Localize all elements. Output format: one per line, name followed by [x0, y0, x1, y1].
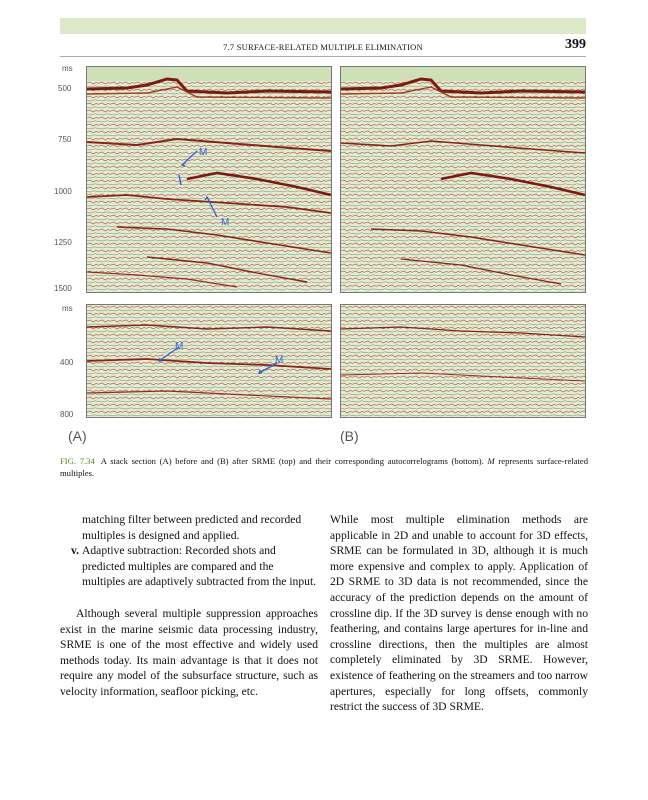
list-item-text: Adaptive subtraction: Recorded shots and predicted multiples are compared and the multiples are adaptively subtracted from the input.: [82, 544, 317, 589]
list-continuation: matching filter between predicted and recorded multiples is designed and applied.: [82, 513, 302, 542]
page-number: 399: [565, 37, 586, 52]
autocorrelogram-a: [87, 305, 331, 417]
caption-text: A stack section (A) before and (B) after SRME (top) and their corresponding autocorrelograms (bottom).: [100, 456, 484, 466]
list-item-v: [60, 543, 318, 590]
top-axis-tick-label: 1500: [54, 284, 72, 293]
bottom-axis-tick-label: 400: [60, 358, 74, 367]
figure-caption: [60, 456, 588, 479]
top-axis-tick-label: 1000: [54, 187, 72, 196]
top-axis-unit: ms: [62, 64, 73, 73]
multiple-marker-label: M: [199, 147, 208, 158]
multiple-marker-label: M: [275, 355, 284, 366]
panel-a-stack-section: [86, 66, 332, 293]
top-axis-tick-label: 1250: [54, 238, 72, 247]
bottom-axis-unit: ms: [62, 304, 73, 313]
multiple-marker-label: M: [175, 341, 184, 352]
top-axis-tick-label: 500: [58, 84, 72, 93]
left-column: [60, 512, 318, 711]
body-paragraph: Although several multiple suppression approaches exist in the marine seismic data processing industry, SRME is one of the most effective and widely used methods today. Its main advantage is that it does not require any model of the subsurface structure, such as velocity information, seafloor picking, etc.: [60, 606, 318, 698]
top-axis-tick-label: 750: [58, 135, 72, 144]
seismic-section-b-top: [341, 67, 585, 292]
multiple-marker-label: M: [221, 217, 230, 228]
figure-7-34: [54, 60, 588, 452]
seismic-section-a-top: [87, 67, 331, 292]
header-color-band: [60, 18, 586, 34]
panel-b-stack-section: [340, 66, 586, 293]
body-paragraph: While most multiple elimination methods are applicable in 2D and unable to account for 3D effects, SRME can be formulated in 3D, although it is much more expensive and complex to apply. Application of 2D SRME to 3D data is not recommended, since the accuracy of the prediction depends on the amount of crossline dip. If the 3D survey is dense enough with no feathering, and contains large apertures for in-line and crossline directions, then the multiples are almost completely eliminated by 3D SRME. However, existence of feathering on the streamers and too narrow apertures, especially for long offsets, commonly restrict the success of 3D SRME.: [330, 513, 588, 714]
panel-b-autocorrelogram: [340, 304, 586, 418]
running-header: [60, 37, 586, 56]
autocorrelogram-b: [341, 305, 585, 417]
running-title: 7.7 SURFACE-RELATED MULTIPLE ELIMINATION: [223, 42, 423, 52]
header-rule: [60, 56, 586, 57]
panel-label-a: (A): [68, 428, 87, 444]
list-marker: v.: [71, 544, 80, 558]
caption-label: FIG. 7.34: [60, 456, 95, 466]
panel-label-b: (B): [340, 428, 359, 444]
bottom-axis-tick-label: 800: [60, 410, 74, 419]
caption-note-symbol: M: [487, 456, 495, 466]
panel-a-autocorrelogram: [86, 304, 332, 418]
right-column: [330, 512, 588, 715]
caption-note-text: represents surface-related multiples.: [60, 456, 588, 478]
